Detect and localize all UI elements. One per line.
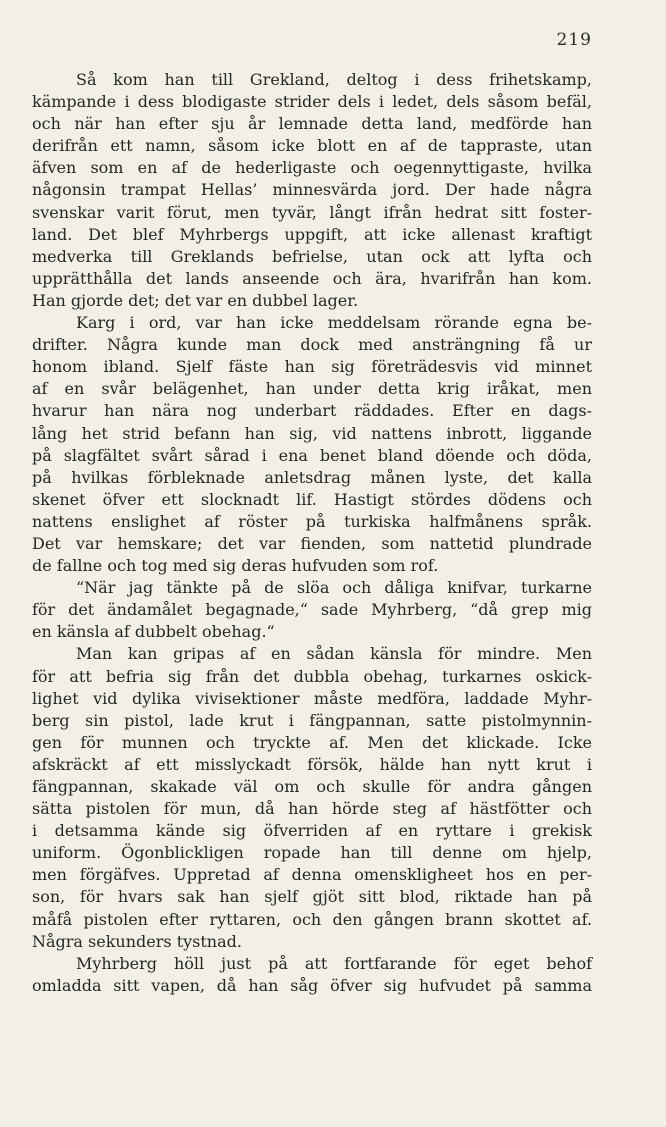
text-line: berg sin pistol, lade krut i fängpannan, satte pistolmynnin-	[32, 710, 592, 730]
text-line: derifrån ett namn, såsom icke blott en af de tappraste, utan	[32, 136, 592, 156]
text-line: lång het strid befann han sig, vid nattens inbrott, liggande	[32, 423, 592, 443]
text-line: nattens enslighet af röster på turkiska halfmånens språk.	[32, 511, 592, 531]
text-line: afskräckt af ett misslyckadt försök, hälde han nytt krut i	[32, 754, 592, 774]
text-line: de fallne och tog med sig deras hufvuden som rof.	[32, 556, 439, 576]
text-line: drifter. Några kunde man dock med ansträngning få ur	[32, 335, 592, 355]
text-line: af en svår belägenhet, han under detta krig iråkat, men	[32, 379, 592, 399]
text-line: land. Det blef Myhrbergs uppgift, att icke allenast kraftigt	[32, 224, 592, 244]
text-line: honom ibland. Sjelf fäste han sig företrädesvis vid minnet	[32, 357, 592, 377]
text-line: Myhrberg höll just på att fortfarande för eget behof	[76, 953, 592, 973]
text-line: “När jag tänkte på de slöa och dåliga knifvar, turkarne	[76, 578, 592, 598]
text-line: Så kom han till Grekland, deltog i dess frihetskamp,	[76, 70, 592, 89]
text-line: gen för munnen och tryckte af. Men det klickade. Icke	[32, 732, 592, 752]
text-line: omladda sitt vapen, då han såg öfver sig hufvudet på samma	[32, 975, 592, 995]
text-line: skenet öfver ett slocknadt lif. Hastigt stördes dödens och	[32, 489, 592, 509]
text-line: i detsamma kände sig öfverriden af en ryttare i grekisk	[32, 821, 592, 841]
text-line: någonsin trampat Hellas’ minnesvärda jord. Der hade några	[32, 180, 592, 200]
text-line: Man kan gripas af en sådan känsla för mindre. Men	[76, 644, 592, 664]
text-line: svenskar varit förut, men tyvär, långt ifrån hedrat sitt foster-	[32, 202, 592, 222]
text-line: lighet vid dylika vivisektioner måste medföra, laddade Myhr-	[32, 688, 592, 708]
text-line: måfå pistolen efter ryttaren, och den gången brann skottet af.	[32, 909, 592, 929]
text-line: hvarur han nära nog underbart räddades. Efter en dags-	[32, 401, 592, 421]
text-line: Det var hemskare; det var fienden, som nattetid plundrade	[32, 533, 592, 553]
text-line: men förgäfves. Uppretad af denna omenskligheet hos en per-	[32, 865, 592, 885]
text-line: för det ändamålet begagnade,“ sade Myhrberg, “då grep mig	[32, 600, 592, 620]
text-line: Några sekunders tystnad.	[32, 931, 242, 951]
text-line: på slagfältet svårt sårad i ena benet bland döende och döda,	[32, 445, 592, 465]
text-line: och när han efter sju år lemnade detta land, medförde han	[32, 114, 592, 134]
text-line: en känsla af dubbelt obehag.“	[32, 622, 275, 642]
text-line: kämpande i dess blodigaste strider dels i ledet, dels såsom befäl,	[32, 92, 592, 112]
text-line: fängpannan, skakade väl om och skulle för andra gången	[32, 777, 592, 796]
text-line: medverka till Greklands befrielse, utan ock att lyfta och	[32, 246, 592, 266]
page-number: 219	[556, 30, 592, 50]
page-text-body	[32, 69, 592, 997]
text-line: äfven som en af de hederligaste och oegennyttigaste, hvilka	[32, 158, 592, 178]
text-line: uniform. Ögonblickligen ropade han till denne om hjelp,	[32, 843, 592, 863]
text-line: Karg i ord, var han icke meddelsam rörande egna be-	[76, 313, 592, 333]
text-line: son, för hvars sak han sjelf gjöt sitt blod, riktade han på	[32, 887, 592, 907]
text-line: Han gjorde det; det var en dubbel lager.	[32, 290, 359, 310]
text-line: upprätthålla det lands anseende och ära, hvarifrån han kom.	[32, 268, 592, 288]
text-line: för att befria sig från det dubbla obehag, turkarnes oskick-	[32, 666, 592, 686]
text-line: sätta pistolen för mun, då han hörde steg af hästfötter och	[32, 799, 592, 819]
text-line: på hvilkas förbleknade anletsdrag månen lyste, det kalla	[32, 467, 592, 487]
